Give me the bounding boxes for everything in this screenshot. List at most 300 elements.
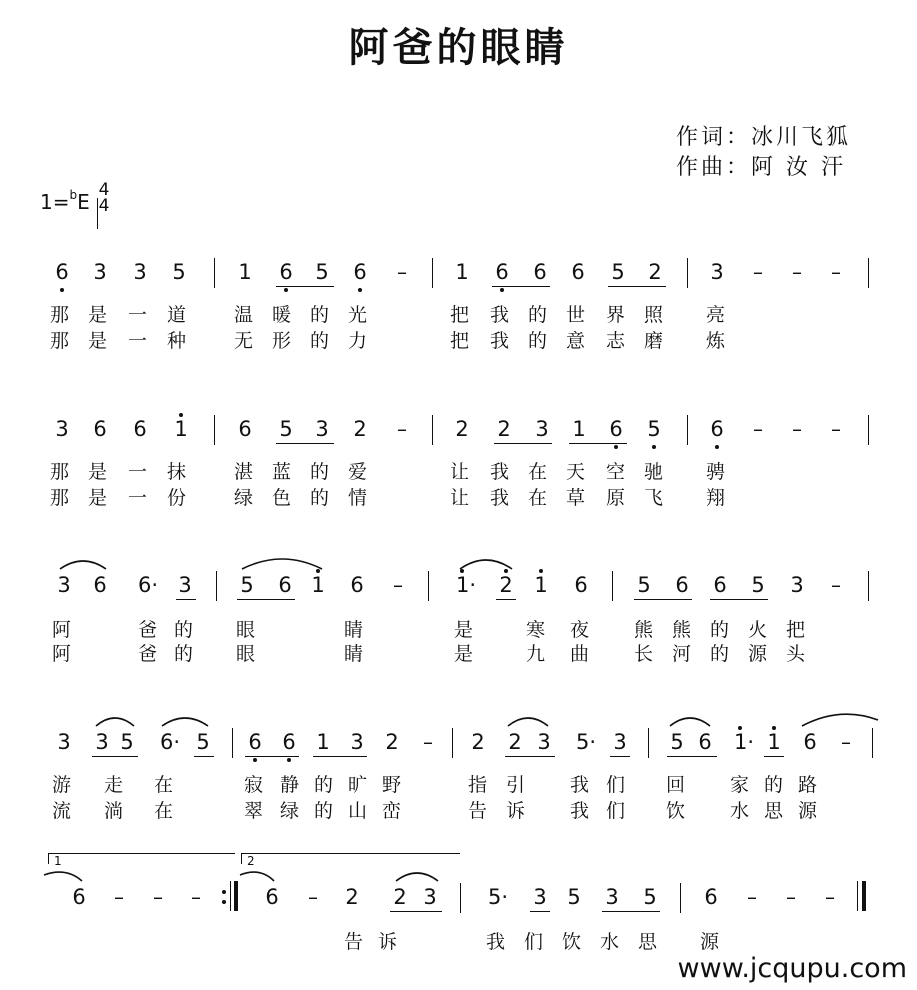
- dash: –: [308, 885, 318, 909]
- lyric-char: 眼: [236, 619, 256, 641]
- lyric-char: 们: [606, 800, 626, 822]
- lyric-char: 的: [174, 643, 194, 665]
- repeat-barline-thick: [234, 881, 238, 911]
- note: 1: [238, 260, 252, 284]
- lyric-char: 的: [528, 330, 548, 352]
- lower-octave-dot: [614, 445, 618, 449]
- lyric-char: 天: [566, 461, 586, 483]
- dash: –: [747, 885, 757, 909]
- lyric-char: 的: [764, 774, 784, 796]
- lyric-char: 河: [672, 643, 692, 665]
- lyric-char: 把: [450, 330, 470, 352]
- lyric-char: 源: [748, 643, 768, 665]
- lyric-char: 蓝: [272, 461, 292, 483]
- lyric-char: 的: [314, 800, 334, 822]
- lyric-char: 的: [528, 304, 548, 326]
- lyric-char: 我: [490, 461, 510, 483]
- tie: [238, 871, 276, 885]
- dash: –: [397, 260, 407, 284]
- lyric-char: 寒: [526, 619, 546, 641]
- slur: [58, 557, 108, 571]
- lyric-char: 饮: [666, 800, 686, 822]
- lyric-char: 翠: [244, 800, 264, 822]
- lyric-char: 绿: [280, 800, 300, 822]
- note: 5: [567, 885, 581, 909]
- note: 5: [315, 260, 329, 284]
- tie: [42, 871, 84, 885]
- note: 5: [611, 260, 625, 284]
- upper-octave-dot: [772, 726, 776, 730]
- key-tonic: E: [77, 190, 90, 214]
- lyric-char: 静: [280, 774, 300, 796]
- barline: [214, 415, 215, 445]
- note: 2: [353, 417, 367, 441]
- eighth-beam: [602, 911, 660, 912]
- note: 5: [172, 260, 186, 284]
- eighth-beam: [505, 756, 555, 757]
- eighth-beam: [608, 286, 666, 287]
- lyric-char: 们: [524, 931, 544, 953]
- lyric-char: 头: [786, 643, 806, 665]
- lyric-char: 亮: [706, 304, 726, 326]
- note: 2: [455, 417, 469, 441]
- upper-octave-dot: [179, 413, 183, 417]
- upper-octave-dot: [460, 569, 464, 573]
- note: 6: [698, 730, 712, 754]
- lyric-char: 光: [348, 304, 368, 326]
- slur: [800, 712, 880, 728]
- dash: –: [831, 573, 841, 597]
- lyric-char: 色: [272, 487, 292, 509]
- note: 6: [574, 573, 588, 597]
- lyric-char: 淌: [104, 800, 124, 822]
- lyric-char: 我: [486, 931, 506, 953]
- upper-octave-dot: [539, 569, 543, 573]
- lyric-char: 睛: [344, 643, 364, 665]
- note: 6: [803, 730, 817, 754]
- dash: –: [153, 885, 163, 909]
- note: 3: [350, 730, 364, 754]
- barline: [232, 728, 233, 758]
- lower-octave-dot: [652, 445, 656, 449]
- dash: –: [841, 730, 851, 754]
- eighth-beam: [237, 599, 295, 600]
- note: 1: [767, 730, 781, 754]
- note: 6: [495, 260, 509, 284]
- lyric-char: 眼: [236, 643, 256, 665]
- lyric-char: 草: [566, 487, 586, 509]
- note: 3: [613, 730, 627, 754]
- dash: –: [786, 885, 796, 909]
- note: 1: [174, 417, 188, 441]
- note: 6: [55, 260, 69, 284]
- eighth-beam: [194, 756, 214, 757]
- lyric-char: 道: [167, 304, 187, 326]
- note: 3: [790, 573, 804, 597]
- lyric-char: 我: [490, 330, 510, 352]
- lyric-char: 那: [50, 330, 70, 352]
- eighth-beam: [667, 756, 717, 757]
- slur: [94, 714, 136, 728]
- note: 5: [120, 730, 134, 754]
- note: 6: [713, 573, 727, 597]
- lyric-char: 在: [528, 461, 548, 483]
- slur: [240, 555, 324, 571]
- lyric-char: 阿: [52, 643, 72, 665]
- eighth-beam: [710, 599, 768, 600]
- lyric-char: 炼: [706, 330, 726, 352]
- volta-label-1: 1: [54, 854, 62, 868]
- site-watermark: www.jcqupu.com: [677, 953, 907, 984]
- song-title: 阿爸的眼睛: [348, 25, 569, 71]
- note: 3: [535, 417, 549, 441]
- note: 2: [385, 730, 399, 754]
- note: 3: [55, 417, 69, 441]
- volta-bracket-2: [241, 853, 460, 864]
- lyric-char: 火: [748, 619, 768, 641]
- note: 6: [710, 417, 724, 441]
- note: 5: [670, 730, 684, 754]
- lyric-char: 我: [490, 487, 510, 509]
- note: 3: [605, 885, 619, 909]
- lower-octave-dot: [358, 288, 362, 292]
- lyric-char: 诉: [506, 800, 526, 822]
- lyric-char: 思: [638, 931, 658, 953]
- lyric-char: 长: [634, 643, 654, 665]
- lyric-char: 原: [606, 487, 626, 509]
- lyric-char: 在: [528, 487, 548, 509]
- barline: [868, 258, 869, 288]
- lyric-char: 熊: [672, 619, 692, 641]
- note: 6: [133, 417, 147, 441]
- note: 1: [455, 260, 469, 284]
- lyric-char: 阿: [52, 619, 72, 641]
- lyric-char: 的: [310, 304, 330, 326]
- dash: –: [397, 417, 407, 441]
- lyric-char: 骋: [706, 461, 726, 483]
- volta-bracket-1: [48, 853, 235, 864]
- note: 6: [571, 260, 585, 284]
- note: 3: [533, 885, 547, 909]
- lower-octave-dot: [500, 288, 504, 292]
- eighth-beam: [494, 443, 552, 444]
- lyric-char: 是: [88, 304, 108, 326]
- flat-sign: b: [69, 188, 78, 202]
- eighth-beam: [764, 756, 784, 757]
- lyric-char: 的: [314, 774, 334, 796]
- note: 3: [315, 417, 329, 441]
- note: 5: [196, 730, 210, 754]
- lyric-char: 告: [468, 800, 488, 822]
- note: 2: [648, 260, 662, 284]
- dash: –: [792, 260, 802, 284]
- note: 6: [704, 885, 718, 909]
- barline: [452, 728, 453, 758]
- note: 6: [278, 573, 292, 597]
- slur: [506, 714, 550, 728]
- lyric-char: 志: [606, 330, 626, 352]
- note: 2: [471, 730, 485, 754]
- eighth-beam: [276, 443, 334, 444]
- lyric-char: 让: [450, 487, 470, 509]
- lyric-char: 是: [88, 461, 108, 483]
- note: 3: [423, 885, 437, 909]
- note: 6: [533, 260, 547, 284]
- key-signature: [40, 190, 90, 214]
- note: 5: [647, 417, 661, 441]
- lyric-char: 是: [454, 643, 474, 665]
- lyric-char: 空: [606, 461, 626, 483]
- lyric-char: 们: [606, 774, 626, 796]
- slur: [394, 869, 440, 883]
- lyric-char: 告: [344, 931, 364, 953]
- lyric-char: 份: [167, 487, 187, 509]
- lyric-char: 情: [348, 487, 368, 509]
- lyric-char: 一: [128, 487, 148, 509]
- note: 5: [240, 573, 254, 597]
- note: 5: [637, 573, 651, 597]
- time-signature: [97, 182, 111, 214]
- barline: [868, 571, 869, 601]
- note: 1: [572, 417, 586, 441]
- lyric-char: 引: [506, 774, 526, 796]
- lyric-char: 的: [710, 619, 730, 641]
- dash: –: [191, 885, 201, 909]
- lyric-char: 水: [600, 931, 620, 953]
- dash: –: [753, 260, 763, 284]
- lyric-char: 无: [234, 330, 254, 352]
- note: 3: [57, 573, 71, 597]
- barline: [680, 883, 681, 913]
- lyric-char: 把: [450, 304, 470, 326]
- composer-credit: 作曲：阿 汝 汗: [676, 155, 846, 180]
- lyric-char: 是: [88, 487, 108, 509]
- lyric-char: 翔: [706, 487, 726, 509]
- repeat-dot: [222, 900, 226, 904]
- eighth-beam: [492, 286, 550, 287]
- dash: –: [114, 885, 124, 909]
- dash: –: [825, 885, 835, 909]
- note: 3: [93, 260, 107, 284]
- lyric-char: 夜: [570, 619, 590, 641]
- note: 6: [72, 885, 86, 909]
- note: 5·: [575, 730, 597, 754]
- note: 1: [534, 573, 548, 597]
- key-prefix: 1=: [40, 190, 70, 214]
- note: 6: [609, 417, 623, 441]
- eighth-beam: [390, 911, 442, 912]
- lyric-char: 那: [50, 461, 70, 483]
- lyric-char: 绿: [234, 487, 254, 509]
- meter-top: 4: [98, 180, 110, 200]
- lyric-char: 把: [786, 619, 806, 641]
- repeat-barline: [230, 881, 231, 911]
- note: 3: [95, 730, 109, 754]
- lyric-char: 旷: [348, 774, 368, 796]
- lyric-char: 的: [310, 461, 330, 483]
- lyric-char: 山: [348, 800, 368, 822]
- lyric-char: 我: [570, 800, 590, 822]
- lyric-char: 让: [450, 461, 470, 483]
- lyric-char: 力: [348, 330, 368, 352]
- lyric-char: 的: [310, 487, 330, 509]
- lyric-char: 水: [730, 800, 750, 822]
- lyric-char: 诉: [378, 931, 398, 953]
- note: 6: [238, 417, 252, 441]
- lyric-char: 九: [526, 643, 546, 665]
- barline: [428, 571, 429, 601]
- note: 6: [248, 730, 262, 754]
- dash: –: [423, 730, 433, 754]
- lyric-char: 的: [710, 643, 730, 665]
- lyric-char: 一: [128, 330, 148, 352]
- lyric-char: 那: [50, 304, 70, 326]
- note: 1·: [733, 730, 755, 754]
- slur: [668, 714, 712, 728]
- dash: –: [831, 260, 841, 284]
- note: 5: [643, 885, 657, 909]
- lyricist-credit: 作词：冰川飞狐: [676, 125, 852, 150]
- lyric-char: 流: [52, 800, 72, 822]
- lyric-char: 在: [154, 800, 174, 822]
- lyric-char: 我: [570, 774, 590, 796]
- lyric-char: 饮: [562, 931, 582, 953]
- upper-octave-dot: [316, 569, 320, 573]
- lyric-char: 温: [234, 304, 254, 326]
- eighth-beam: [569, 443, 627, 444]
- dash: –: [753, 417, 763, 441]
- barline: [432, 415, 433, 445]
- lyric-char: 思: [764, 800, 784, 822]
- note: 2: [508, 730, 522, 754]
- lyric-char: 驰: [644, 461, 664, 483]
- barline: [687, 258, 688, 288]
- note: 3: [133, 260, 147, 284]
- note: 5: [279, 417, 293, 441]
- lyric-char: 照: [644, 304, 664, 326]
- note: 3: [537, 730, 551, 754]
- upper-octave-dot: [504, 569, 508, 573]
- lyric-char: 峦: [382, 800, 402, 822]
- note: 6: [279, 260, 293, 284]
- note: 5·: [487, 885, 509, 909]
- note: 6: [93, 573, 107, 597]
- lyric-char: 磨: [644, 330, 664, 352]
- eighth-beam: [313, 756, 367, 757]
- lyric-char: 暖: [272, 304, 292, 326]
- barline: [868, 415, 869, 445]
- note: 6: [675, 573, 689, 597]
- note: 1: [311, 573, 325, 597]
- barline: [214, 258, 215, 288]
- final-barline-thin: [857, 881, 858, 911]
- lyric-char: 一: [128, 304, 148, 326]
- lyric-char: 那: [50, 487, 70, 509]
- eighth-beam: [92, 756, 138, 757]
- lyric-char: 形: [272, 330, 292, 352]
- note: 6: [353, 260, 367, 284]
- lyric-char: 爸: [138, 619, 158, 641]
- barline: [460, 883, 461, 913]
- note: 6: [282, 730, 296, 754]
- lyric-char: 指: [468, 774, 488, 796]
- lyric-char: 曲: [570, 643, 590, 665]
- note: 6·: [159, 730, 181, 754]
- final-barline-thick: [862, 881, 866, 911]
- lyric-char: 意: [566, 330, 586, 352]
- lyric-char: 家: [730, 774, 750, 796]
- barline: [612, 571, 613, 601]
- note: 3: [710, 260, 724, 284]
- note: 3: [178, 573, 192, 597]
- lyric-char: 野: [382, 774, 402, 796]
- lyric-char: 世: [566, 304, 586, 326]
- lyric-char: 的: [310, 330, 330, 352]
- lyric-char: 爸: [138, 643, 158, 665]
- lyric-char: 界: [606, 304, 626, 326]
- lyric-char: 游: [52, 774, 72, 796]
- note: 6: [350, 573, 364, 597]
- lyric-char: 源: [798, 800, 818, 822]
- barline: [648, 728, 649, 758]
- lyric-char: 是: [88, 330, 108, 352]
- lyric-char: 种: [167, 330, 187, 352]
- note: 6: [93, 417, 107, 441]
- lyric-char: 寂: [244, 774, 264, 796]
- lyric-char: 在: [154, 774, 174, 796]
- volta-label-2: 2: [247, 854, 255, 868]
- lower-octave-dot: [60, 288, 64, 292]
- lyric-char: 熊: [634, 619, 654, 641]
- barline: [872, 728, 873, 758]
- eighth-beam: [245, 756, 299, 757]
- dash: –: [792, 417, 802, 441]
- dash: –: [393, 573, 403, 597]
- note: 6·: [137, 573, 159, 597]
- lyric-char: 睛: [344, 619, 364, 641]
- eighth-beam: [610, 756, 630, 757]
- note: 1·: [455, 573, 477, 597]
- eighth-beam: [176, 599, 196, 600]
- note: 6: [265, 885, 279, 909]
- lyric-char: 我: [490, 304, 510, 326]
- note: 2: [497, 417, 511, 441]
- lower-octave-dot: [253, 758, 257, 762]
- repeat-dot: [222, 890, 226, 894]
- note: 2: [499, 573, 513, 597]
- barline: [687, 415, 688, 445]
- note: 2: [393, 885, 407, 909]
- lower-octave-dot: [715, 445, 719, 449]
- lyric-char: 走: [104, 774, 124, 796]
- meter-bottom: 4: [98, 196, 110, 216]
- eighth-beam: [530, 911, 550, 912]
- note: 1: [316, 730, 330, 754]
- lyric-char: 源: [700, 931, 720, 953]
- lyric-char: 回: [666, 774, 686, 796]
- lyric-char: 湛: [234, 461, 254, 483]
- lyric-char: 一: [128, 461, 148, 483]
- lower-octave-dot: [284, 288, 288, 292]
- barline: [432, 258, 433, 288]
- barline: [216, 571, 217, 601]
- upper-octave-dot: [738, 726, 742, 730]
- lyric-char: 路: [798, 774, 818, 796]
- note: 3: [57, 730, 71, 754]
- slur: [160, 714, 210, 728]
- eighth-beam: [634, 599, 692, 600]
- eighth-beam: [496, 599, 516, 600]
